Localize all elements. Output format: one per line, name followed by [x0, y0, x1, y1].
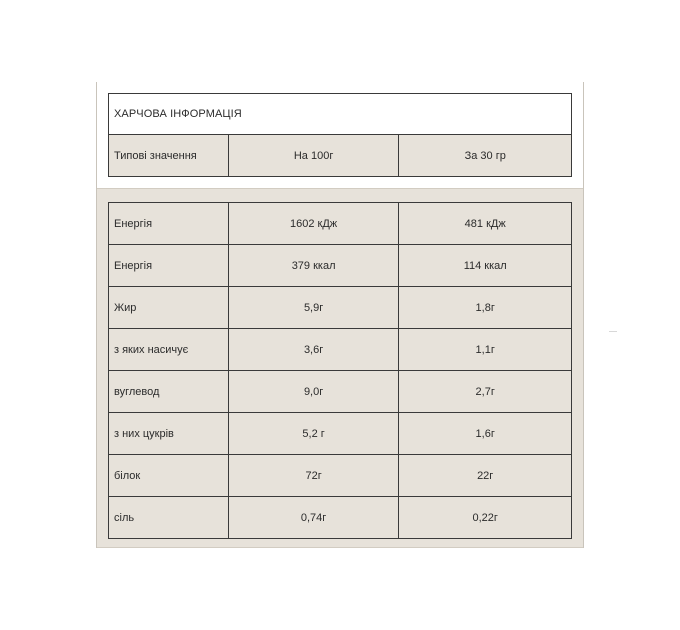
table-row [109, 329, 572, 371]
table-title: ХАРЧОВА ІНФОРМАЦІЯ [109, 94, 572, 135]
nutrient-name: з них цукрів [109, 413, 229, 455]
divider-mark [609, 331, 617, 332]
value-per-30g: 22г [399, 455, 572, 497]
value-per-100g: 0,74г [228, 497, 399, 539]
value-per-30g: 481 кДж [399, 203, 572, 245]
nutrient-name: сіль [109, 497, 229, 539]
nutrition-values-table [108, 202, 572, 539]
nutrition-header-table [108, 93, 572, 177]
table-row [109, 371, 572, 413]
value-per-30g: 1,1г [399, 329, 572, 371]
table-row [109, 455, 572, 497]
value-per-100g: 72г [228, 455, 399, 497]
table-row [109, 245, 572, 287]
column-header-per-30g: За 30 гр [399, 135, 572, 177]
column-header-typical-values: Типові значення [109, 135, 229, 177]
nutrient-name: білок [109, 455, 229, 497]
value-per-100g: 5,2 г [228, 413, 399, 455]
table-row [109, 497, 572, 539]
nutrition-body-panel [97, 188, 583, 548]
value-per-100g: 5,9г [228, 287, 399, 329]
value-per-30g: 0,22г [399, 497, 572, 539]
value-per-30g: 1,8г [399, 287, 572, 329]
nutrition-panel [96, 82, 584, 548]
nutrition-header-panel [97, 82, 583, 188]
value-per-100g: 9,0г [228, 371, 399, 413]
value-per-30g: 1,6г [399, 413, 572, 455]
column-header-per-100g: На 100г [228, 135, 399, 177]
title-row [109, 94, 572, 135]
value-per-100g: 1602 кДж [228, 203, 399, 245]
value-per-30g: 114 ккал [399, 245, 572, 287]
nutrient-name: Енергія [109, 245, 229, 287]
table-row [109, 287, 572, 329]
nutrient-name: вуглевод [109, 371, 229, 413]
nutrient-name: Енергія [109, 203, 229, 245]
value-per-30g: 2,7г [399, 371, 572, 413]
nutrient-name: з яких насичує [109, 329, 229, 371]
value-per-100g: 3,6г [228, 329, 399, 371]
table-row [109, 413, 572, 455]
value-per-100g: 379 ккал [228, 245, 399, 287]
nutrient-name: Жир [109, 287, 229, 329]
table-row [109, 203, 572, 245]
column-header-row [109, 135, 572, 177]
